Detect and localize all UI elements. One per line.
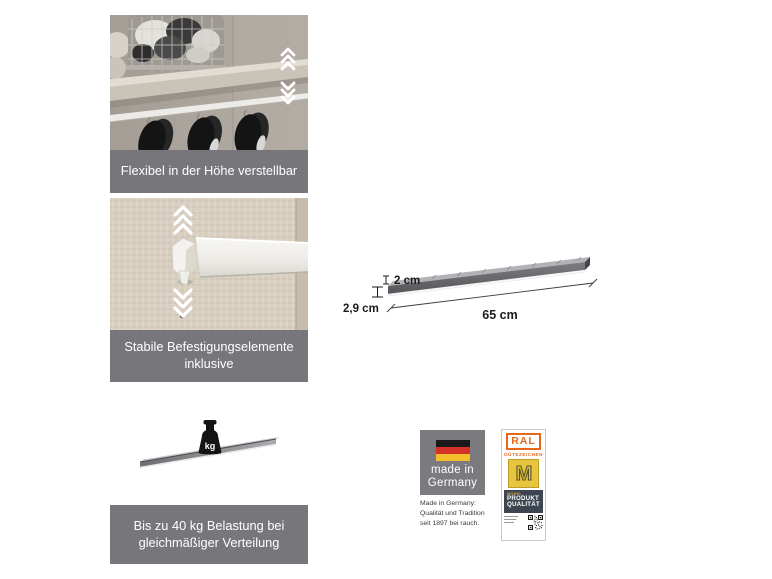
fine-print bbox=[504, 515, 518, 525]
weight-icon bbox=[198, 420, 221, 454]
made-in-germany-label: made in Germany bbox=[427, 464, 478, 489]
svg-text:M: M bbox=[515, 463, 532, 486]
ral-guetezeichen-label: GÜTEZEICHEN bbox=[504, 451, 543, 457]
german-flag-icon bbox=[436, 440, 470, 461]
svg-text:kg: kg bbox=[204, 441, 216, 451]
feature-caption-load-capacity: Bis zu 40 kg Belastung bei gleichmäßiger Verteilung bbox=[110, 505, 308, 564]
qr-code-icon bbox=[528, 515, 543, 530]
load-scene bbox=[110, 395, 308, 500]
rail-end bbox=[196, 238, 308, 277]
height-dimension-label: 2 cm bbox=[394, 275, 421, 287]
dimension-diagram bbox=[337, 248, 617, 328]
made-in-germany-badge bbox=[420, 430, 485, 495]
bracket-scene bbox=[110, 198, 308, 330]
ral-logo: RAL bbox=[506, 433, 541, 450]
ral-gold-seal bbox=[508, 459, 539, 488]
height-dimension-marker bbox=[383, 276, 389, 284]
ral-m-letter bbox=[513, 461, 535, 485]
made-in-germany-subtext: Made in Germany: Qualität und Tradition seit 1897 bei rauch. bbox=[420, 500, 485, 527]
depth-dimension-label: 2,9 cm bbox=[343, 303, 379, 315]
depth-dimension-marker bbox=[372, 287, 383, 297]
wire-basket bbox=[126, 15, 226, 71]
feature-caption-fixing-elements: Stabile Befestigungselemente inklusive bbox=[110, 330, 308, 382]
photo-wardrobe-rail bbox=[110, 15, 308, 150]
length-dimension-label: 65 cm bbox=[482, 308, 518, 322]
ral-quality-badge bbox=[501, 429, 546, 541]
illustration-load-capacity bbox=[110, 395, 308, 500]
photo-mounting-bracket bbox=[110, 198, 308, 330]
ral-band: MÖBEL PRODUKT QUALITÄT bbox=[504, 490, 543, 513]
feature-caption-height-adjustable: Flexibel in der Höhe verstellbar bbox=[110, 150, 308, 193]
wardrobe-scene bbox=[110, 15, 308, 150]
